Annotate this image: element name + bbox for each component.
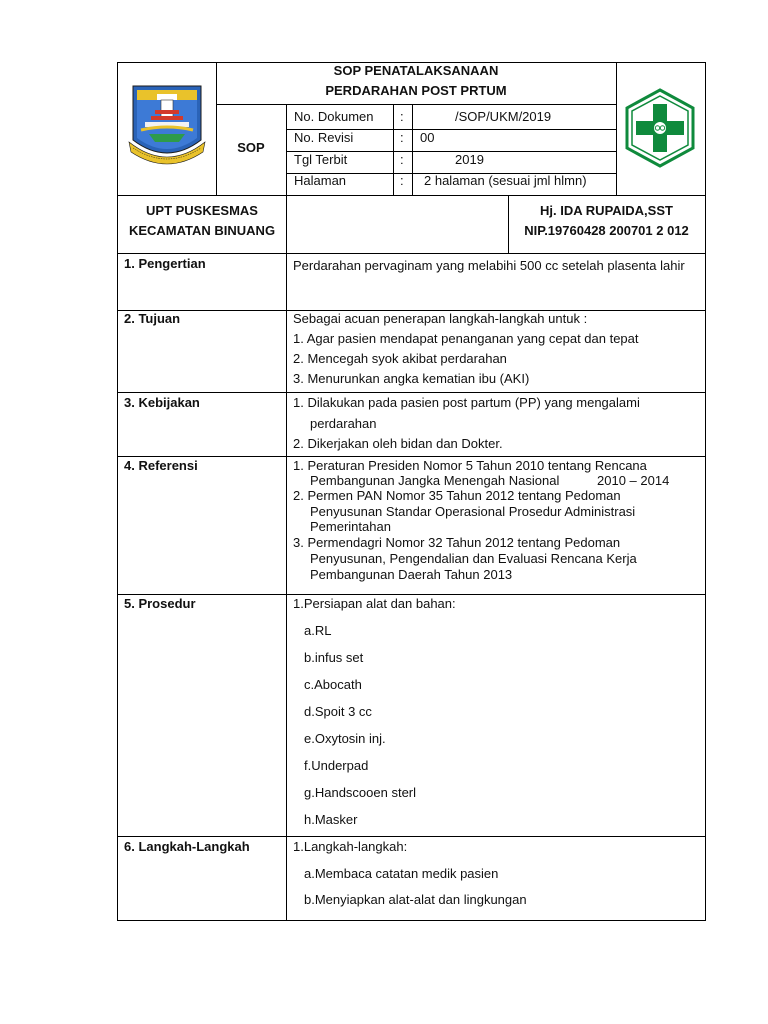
pengertian-text: Perdarahan pervaginam yang melabihi 500 cc setelah plasenta lahir — [293, 258, 685, 273]
referensi-line: Penyusunan, Pengendalian dan Evaluasi Rencana Kerja — [310, 551, 637, 566]
sop-label: SOP — [237, 140, 265, 155]
referensi-line: Pembangunan Jangka Menengah Nasional — [310, 473, 560, 488]
referensi-line: 1. Peraturan Presiden Nomor 5 Tahun 2010 tentang Rencana — [293, 458, 647, 473]
tujuan-line: 3. Menurunkan angka kematian ibu (AKI) — [293, 371, 530, 386]
kebijakan-line: 2. Dikerjakan oleh bidan dan Dokter. — [293, 436, 503, 451]
institution-name-line2: KECAMATAN BINUANG — [128, 223, 276, 238]
prosedur-item: c.Abocath — [304, 677, 362, 692]
section-label-prosedur: 5. Prosedur — [124, 596, 196, 611]
row-divider-tujuan — [117, 392, 706, 393]
section-label-kebijakan: 3. Kebijakan — [124, 395, 200, 410]
kebijakan-line: perdarahan — [310, 416, 377, 431]
page-count-colon: : — [400, 173, 404, 188]
prosedur-item: e.Oxytosin inj. — [304, 731, 386, 746]
row-divider-kebijakan — [117, 456, 706, 457]
table-border-left — [117, 62, 118, 921]
section-label-pengertian: 1. Pengertian — [124, 256, 206, 271]
section-label-referensi: 4. Referensi — [124, 458, 198, 473]
referensi-line: 2. Permen PAN Nomor 35 Tahun 2012 tentang Pedoman — [293, 488, 621, 503]
langkah-item: a.Membaca catatan medik pasien — [304, 866, 499, 881]
langkah-item: b.Menyiapkan alat-alat dan lingkungan — [304, 892, 527, 907]
referensi-line: Pembangunan Daerah Tahun 2013 — [310, 567, 513, 582]
document-title-line1: SOP PENATALAKSANAAN — [333, 63, 499, 78]
revision-colon: : — [400, 130, 404, 145]
referensi-line: 2010 – 2014 — [597, 473, 670, 488]
regency-emblem-logo — [127, 82, 207, 168]
header-sop-divider — [286, 104, 287, 196]
referensi-line: Penyusunan Standar Operasional Prosedur Administrasi — [310, 504, 636, 519]
doc-number-colon: : — [400, 109, 404, 124]
institution-name-line1: UPT PUSKESMAS — [146, 203, 258, 218]
prosedur-item: g.Handscooen sterl — [304, 785, 417, 800]
table-border-right — [705, 62, 706, 921]
tujuan-line: 2. Mencegah syok akibat perdarahan — [293, 351, 507, 366]
prosedur-item: b.infus set — [304, 650, 364, 665]
header-right-logo-divider — [616, 62, 617, 196]
regency-emblem-icon — [127, 82, 207, 168]
issue-date-colon: : — [400, 152, 404, 167]
header-title-divider — [216, 104, 616, 105]
kebijakan-line: 1. Dilakukan pada pasien post partum (PP) yang mengalami — [293, 395, 640, 410]
tujuan-line: Sebagai acuan penerapan langkah-langkah untuk : — [293, 311, 588, 326]
referensi-line: Pemerintahan — [310, 519, 391, 534]
doc-number-label: No. Dokumen — [294, 109, 374, 124]
section-label-tujuan: 2. Tujuan — [124, 311, 181, 326]
page-count-label: Halaman — [294, 173, 347, 188]
doc-number-value: /SOP/UKM/2019 — [455, 109, 552, 124]
row-divider-prosedur — [117, 836, 706, 837]
section-label-langkah: 6. Langkah-Langkah — [124, 839, 250, 854]
puskesmas-cross-icon — [622, 88, 698, 168]
puskesmas-logo — [622, 88, 698, 168]
page-count-value: 2 halaman (sesuai jml hlmn) — [424, 173, 587, 188]
revision-label: No. Revisi — [294, 130, 354, 145]
signer-name: Hj. IDA RUPAIDA,SST — [540, 203, 673, 218]
prosedur-item: a.RL — [304, 623, 332, 638]
langkah-heading: 1.Langkah-langkah: — [293, 839, 408, 854]
prosedur-item: f.Underpad — [304, 758, 369, 773]
referensi-line: 3. Permendagri Nomor 32 Tahun 2012 tentang Pedoman — [293, 535, 621, 550]
row-divider-institution — [117, 253, 706, 254]
prosedur-heading: 1.Persiapan alat dan bahan: — [293, 596, 456, 611]
table-border-bottom — [117, 920, 706, 921]
row-divider-referensi — [117, 594, 706, 595]
tujuan-line: 1. Agar pasien mendapat penanganan yang cepat dan tepat — [293, 331, 639, 346]
issue-date-label: Tgl Terbit — [294, 152, 348, 167]
body-label-divider — [286, 195, 287, 921]
issue-date-value: 2019 — [455, 152, 484, 167]
document-title-line2: PERDARAHAN POST PRTUM — [325, 83, 507, 98]
prosedur-item: d.Spoit 3 cc — [304, 704, 372, 719]
revision-value: 00 — [420, 130, 435, 145]
prosedur-item: h.Masker — [304, 812, 358, 827]
header-colon-divider-right — [412, 104, 413, 196]
signer-nip: NIP.19760428 200701 2 012 — [524, 223, 689, 238]
header-colon-divider-left — [393, 104, 394, 196]
